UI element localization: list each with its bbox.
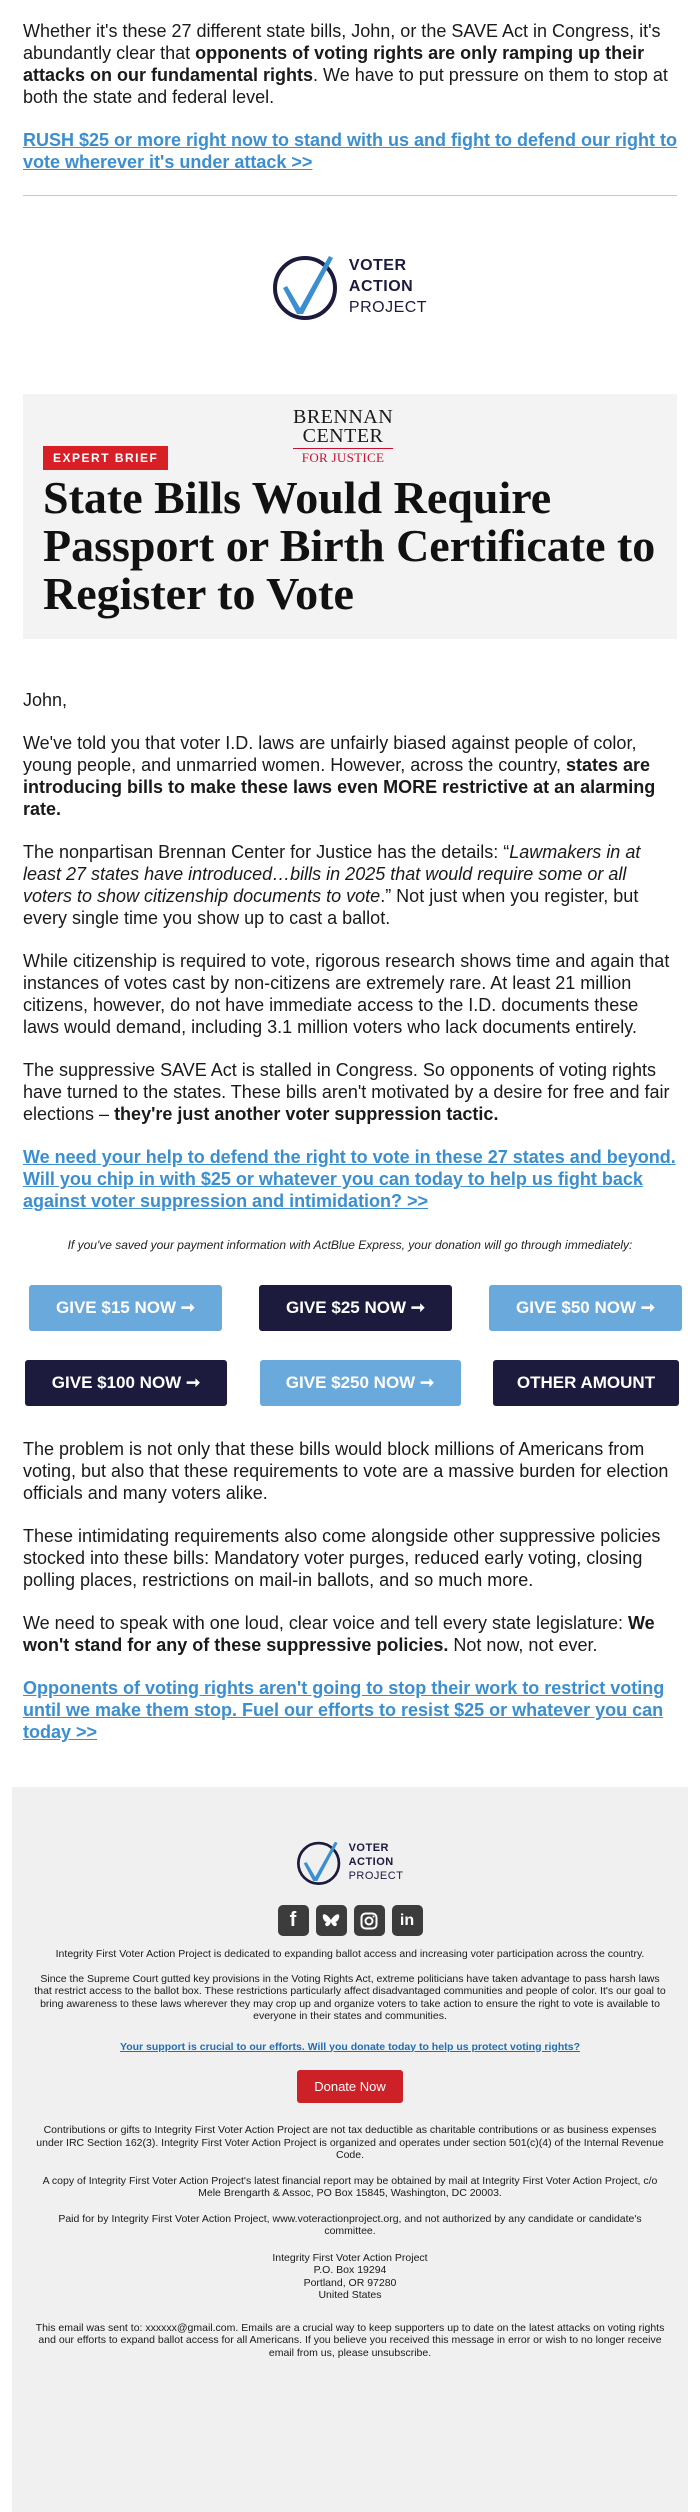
footer-logo — [12, 1787, 688, 1885]
closing-paragraph-2: These intimidating requirements also come alongside other suppressive policies stocked into these bills: Mandatory voter purges, reduced early voting, closing polling places, restrictions on mail-in ballots, and so much more. — [23, 1526, 661, 1590]
letter-p4-text: The suppressive SAVE Act is stalled in Congress. So opponents of voting rights have turned to the states. These bills aren't motivated by a desire for free and fair elections – — [23, 1060, 670, 1124]
other-amount-button[interactable]: OTHER AMOUNT — [493, 1360, 679, 1406]
intro-bold: opponents of voting rights are only ramping up their attacks on our fundamental rights — [23, 43, 645, 85]
intro-text-1: Whether it's these 27 different state bills, John, or the SAVE Act in Congress, it's abundantly clear that — [23, 21, 661, 63]
brennan-logo-line-3: FOR JUSTICE — [293, 448, 393, 466]
footer-support-link[interactable]: Your support is crucial to our efforts. Will you donate today to help us protect voting rights? — [120, 2040, 580, 2053]
logo-line-2: ACTION — [348, 277, 414, 295]
donation-buttons-row-2 — [0, 1360, 700, 1406]
facebook-icon[interactable]: f — [278, 1905, 309, 1936]
expert-brief-badge: EXPERT BRIEF — [43, 446, 168, 470]
letter-paragraph-1 — [23, 732, 677, 820]
donate-now-button[interactable]: Donate Now — [297, 2070, 403, 2103]
closing-paragraph-1: The problem is not only that these bills would block millions of Americans from voting, but also that these requirements to vote are a massive burden for election officials and many voters alike. — [23, 1439, 669, 1503]
divider — [23, 195, 677, 196]
letter-p2-text-2: .” Not just when you register, but every single time you show up to cast a ballot. — [23, 886, 639, 928]
letter-p2-text-1: The nonpartisan Brennan Center for Justice has the details: “ — [23, 842, 510, 862]
hero-headline: State Bills Would Require Passport or Birth Certificate to Register to Vote — [43, 472, 656, 619]
letter-donate-link[interactable]: We need your help to defend the right to vote in these 27 states and beyond. Will you chip in with $25 or whatever you can today to help us fight back against voter suppression and intimidation? >> — [23, 1147, 676, 1211]
actblue-note: If you've saved your payment information with ActBlue Express, your donation will go through immediately: — [67, 1238, 633, 1252]
letter-paragraph-4 — [23, 1059, 677, 1125]
instagram-icon[interactable] — [354, 1905, 385, 1936]
logo-line-3: PROJECT — [348, 298, 428, 316]
footer-logo-line-1: VOTER — [348, 1842, 389, 1854]
donate-now-row — [12, 2070, 688, 2103]
closing-p3-bold: We won't stand for any of these suppressive policies. — [23, 1613, 655, 1655]
donation-buttons-row-1 — [0, 1285, 700, 1331]
logo-line-1: VOTER — [348, 256, 407, 274]
voter-action-project-logo — [0, 236, 700, 336]
brennan-logo-line-1: BRENNAN — [293, 406, 394, 428]
checkmark-logo-icon — [273, 252, 341, 320]
footer-logo-line-3: PROJECT — [348, 1870, 404, 1882]
footer-tax-notice: Contributions or gifts to Integrity First Voter Action Project are not tax deductible as charitable contributions or as business expenses under IRC Section 162(3). Integrity First Voter Action Project is organized and operates under section 501(c)(4) of the Internal Revenue Code. — [36, 2124, 664, 2161]
intro-donate-link[interactable]: RUSH $25 or more right now to stand with us and fight to defend our right to vote wherever it's under attack >> — [23, 130, 677, 172]
letter-paragraph-3: While citizenship is required to vote, rigorous research shows time and again that instances of votes cast by non-citizens are extremely rare. At least 21 million citizens, however, do not have immediate access to the I.D. documents these laws would demand, including 3.1 million voters who lack documents entirely. — [23, 951, 670, 1037]
letter-p4-bold: they're just another voter suppression tactic. — [114, 1104, 499, 1124]
closing-p3-text-2: Not now, not ever. — [448, 1635, 598, 1655]
letter-paragraph-2 — [23, 841, 677, 929]
linkedin-icon[interactable]: in — [392, 1905, 423, 1936]
brennan-center-hero-image — [23, 394, 677, 639]
footer-support-row — [32, 2041, 668, 2054]
footer-address — [12, 2252, 688, 2302]
footer-checkmark-logo-icon — [297, 1839, 343, 1885]
letter-p2-quote: Lawmakers in at least 27 states have introduced…bills in 2025 that would require some or all voters to show citizenship documents to vote — [23, 842, 641, 906]
footer — [12, 1787, 688, 2512]
intro-paragraph — [23, 20, 677, 108]
bluesky-icon[interactable] — [316, 1905, 347, 1936]
give-15-button[interactable]: GIVE $15 NOW ➞ — [29, 1285, 222, 1331]
footer-since: Since the Supreme Court gutted key provisions in the Voting Rights Act, extreme politicians have taken advantage to pass harsh laws that restrict access to the ballot box. These restrictions particularly affect disadvantaged communities and people of color. It's our goal to bring awareness to these laws wherever they may crop up and organize voters to take action to ensure the right to vote is available to everyone in their states and communities. — [34, 1972, 666, 2022]
address-line-2: P.O. Box 19294 — [313, 2264, 387, 2276]
greeting: John, — [23, 690, 68, 710]
address-line-4: United States — [318, 2289, 382, 2301]
letter-p1-bold: states are introducing bills to make these laws even MORE restrictive at an alarming rate. — [23, 755, 656, 819]
give-100-button[interactable]: GIVE $100 NOW ➞ — [25, 1360, 227, 1406]
address-line-1: Integrity First Voter Action Project — [272, 2251, 428, 2264]
social-links — [12, 1905, 688, 1936]
footer-sent-notice: This email was sent to: xxxxxx@gmail.com. Emails are a crucial way to keep supporters up to date on the latest attacks on voting rights and our efforts to expand ballot access for all Americans. If you believe you received this message in error or wish to no longer receive email from us, please unsubscribe. — [35, 2321, 665, 2359]
give-50-button[interactable]: GIVE $50 NOW ➞ — [489, 1285, 682, 1331]
intro-text-2: . We have to put pressure on them to stop at both the state and federal level. — [23, 65, 668, 107]
closing-donate-link[interactable]: Opponents of voting rights aren't going to stop their work to restrict voting until we make them stop. Fuel our efforts to resist $25 or whatever you can today >> — [23, 1678, 665, 1742]
give-25-button[interactable]: GIVE $25 NOW ➞ — [259, 1285, 452, 1331]
footer-mission: Integrity First Voter Action Project is dedicated to expanding ballot access and increasing voter participation across the country. — [55, 1948, 645, 1960]
closing-paragraph-3 — [23, 1612, 677, 1656]
footer-paid-for: Paid for by Integrity First Voter Action Project, www.voteractionproject.org, and not authorized by any candidate or candidate's committee. — [58, 2212, 642, 2237]
closing-p3-text-1: We need to speak with one loud, clear voice and tell every state legislature: — [23, 1613, 629, 1633]
address-line-3: Portland, OR 97280 — [303, 2276, 397, 2289]
letter-p1-text: We've told you that voter I.D. laws are unfairly biased against people of color, young people, and unmarried women. However, across the country, — [23, 733, 637, 775]
footer-financial-report: A copy of Integrity First Voter Action Project's latest financial report may be obtained by mail at Integrity First Voter Action Project, c/o Mele Brengarth & Assoc, PO Box 15845, Washington, DC 20003. — [42, 2174, 658, 2199]
give-250-button[interactable]: GIVE $250 NOW ➞ — [260, 1360, 461, 1406]
brennan-center-logo — [293, 408, 393, 466]
footer-logo-line-2: ACTION — [348, 1856, 394, 1868]
brennan-logo-line-2: CENTER — [302, 425, 384, 447]
